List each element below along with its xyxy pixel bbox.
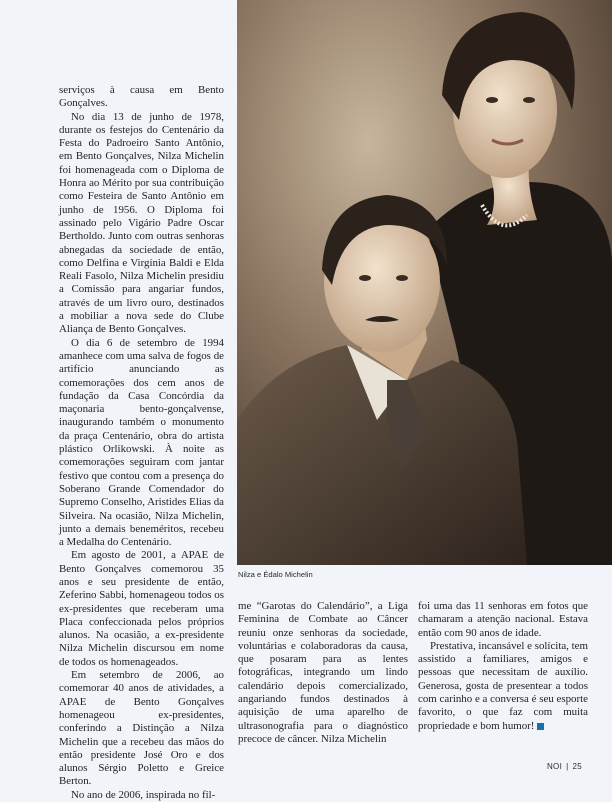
footer-separator: | xyxy=(566,762,569,771)
paragraph: Em agosto de 2001, a APAE de Bento Gonçalves comemorou 35 anos e seu presidente de então, Zeferino Sabbi, homenageou todos os ex-presidentes que receberam uma Placa confeccionada pelos próprios alunos. Na ocasião, a ex-presidente Nilza Michelin discursou em nome de todos os homenageados. xyxy=(59,549,224,668)
paragraph-text: Prestativa, incansável e solícita, tem assistido a familiares, amigos e pessoas que necessitam de auxílio. Generosa, gosta de presentear a todos com carinho e a conversa é seu esporte favorito, o que faz com muita propriedade e bom humor! xyxy=(418,639,588,732)
paragraph: foi uma das 11 senhoras em fotos que chamaram a atenção nacional. Estava então com 90 anos de idade. xyxy=(418,600,588,639)
paragraph: No dia 13 de junho de 1978, durante os festejos do Centenário da Festa do Padroeiro Santo Antônio, em Bento Gonçalves, Nilza Michelin foi homenageada com o Diploma de Honra ao Mérito por sua contribuição como Festeira de Santo Antônio em junho de 1956. O Diploma foi assinado pelo Vigário Padre Oscar Bertholdo. Junto com outras senhoras abnegadas da sociedade de então, como Delfina e Virgínia Baldi e Elda Reali Fasolo, Nilza Michelin presidiu a Comissão para angariar fundos, através de um livro ouro, destinados a mobiliar a nova sede do Clube Aliança de Bento Gonçalves. xyxy=(59,110,224,336)
page-footer xyxy=(547,762,582,771)
text-column-left xyxy=(59,84,224,802)
paragraph: me “Garotas do Calendário”, a Liga Feminina de Combate ao Câncer reuniu onze senhoras da sociedade, voluntárias e colaboradoras da causa, que posaram para as lentes fotográficas, integrando um lindo calendário depois comercializado, angariando fundos destinados à aquisição de uma aparelho de ultrasonografia para o diagnóstico precoce de câncer. Nilza Michelin xyxy=(238,600,408,745)
text-column-middle xyxy=(238,600,408,746)
portrait-photo xyxy=(237,0,612,565)
page-number: 25 xyxy=(572,762,582,771)
text-column-right xyxy=(418,600,588,733)
photo-caption: Nilza e Édalo Michelin xyxy=(238,570,313,579)
paragraph: No ano de 2006, inspirada no fil- xyxy=(71,788,216,801)
paragraph xyxy=(418,640,588,733)
magazine-name: NOI xyxy=(546,762,563,771)
paragraph: serviços à causa em Bento Gonçalves. xyxy=(59,84,224,110)
paragraph: O dia 6 de setembro de 1994 amanhece com uma salva de fogos de artifício anunciando as comemorações dos cem anos de fundação da Casa Concórdia da maçonaria bento-gonçalvense, inaugurando também o monumento da praça Centenário, obra do artista plástico Orlikowski. À noite as comemorações seguiram com jantar festivo que contou com a presença do Soberano Grande Comendador do Supremo Conselho, Aristides Elias da Silveira. Na ocasião, Nilza Michelin, junto a demais beneméritos, recebeu a Medalha do Centenário. xyxy=(59,336,224,549)
paragraph: Em setembro de 2006, ao comemorar 40 anos de atividades, a APAE de Bento Gonçalves homenageou ex-presidentes, conferindo a Distinção a Nilza Michelin que a recebeu das mãos do então presidente José Oro e dos alunos Sérgio Poletto e Greice Berton. xyxy=(59,669,224,788)
portrait-image xyxy=(237,0,612,565)
end-of-article-mark-icon xyxy=(537,723,544,730)
